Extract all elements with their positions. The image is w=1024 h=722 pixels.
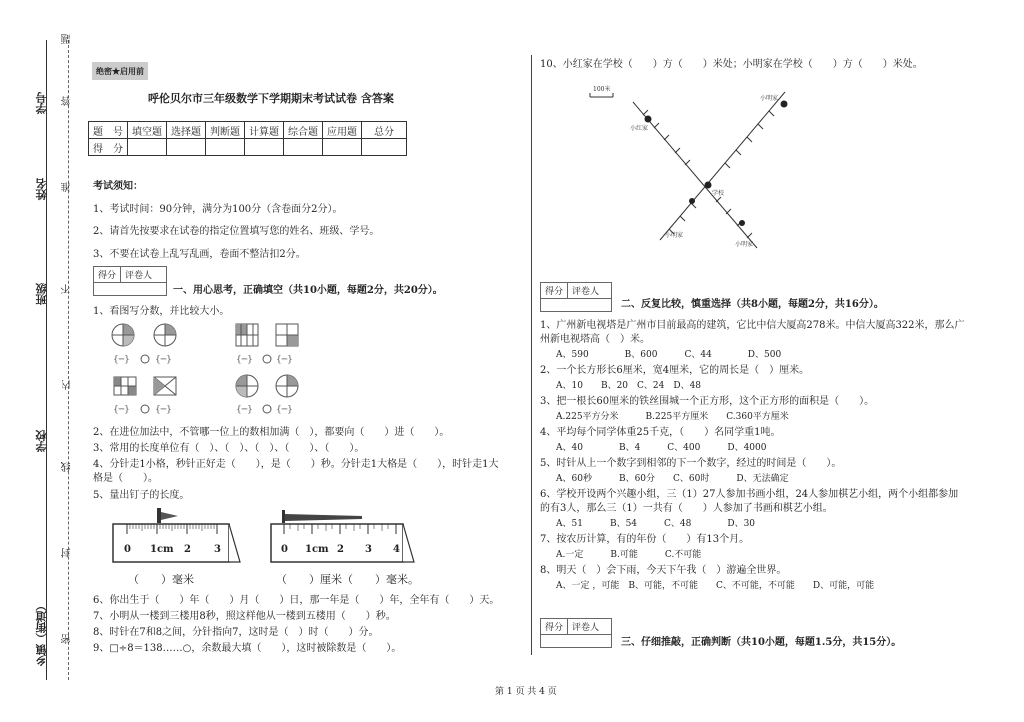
svg-text:{─}: {─} [236, 405, 253, 415]
dashed-seal-line [68, 40, 69, 680]
grader-row [94, 282, 166, 295]
score-cell: 应用题 [323, 122, 362, 139]
svg-text:{─}: {─} [155, 405, 172, 415]
seal-char: 准 [62, 182, 73, 192]
question-9: 9、□÷8＝138……○，余数最大填（ ），这时被除数是（ ）。 [93, 643, 402, 654]
grader-score-label: 得分 [541, 283, 568, 298]
s2-line: 州新电视塔高（ ）米。 [540, 334, 650, 345]
ruler-1-label: 1cm [150, 544, 174, 555]
svg-text:{─}: {─} [276, 405, 293, 415]
fraction-square-1 [236, 324, 258, 346]
s2-options: A、10 B、20 C、24 D、48 [556, 381, 702, 391]
question-3: 3、常用的长度单位有（ ）、（ ）、（ ）、（ ）、（ ）。 [93, 443, 365, 454]
fraction-circle-3 [236, 375, 258, 397]
score-cell: 判断题 [206, 122, 245, 139]
seal-char: 密 [62, 634, 73, 644]
score-cell [284, 139, 323, 156]
ruler-2-label: 2 [337, 544, 344, 555]
seal-char: 封 [62, 548, 73, 558]
grader-name-label: 评卷人 [572, 623, 600, 633]
fraction-circle-2 [154, 324, 176, 346]
grader-score-label: 得分 [541, 619, 568, 634]
ruler-2-label: 3 [365, 544, 372, 555]
s2-options: A.225平方分米 B.225平方厘米 C.360平方厘米 [556, 412, 789, 422]
svg-text:{─}: {─} [113, 355, 130, 365]
s2-line: 3、把一根长60厘米的铁丝围城一个正方形，这个正方形的面积是（ ）。 [540, 396, 875, 407]
score-cell: 综合题 [284, 122, 323, 139]
ruler-1-label: 2 [184, 544, 191, 555]
s2-line: 2、一个长方形长6厘米，宽4厘米，它的周长是（ ）厘米。 [540, 365, 810, 376]
ruler-1-answer: （ ）毫米 [128, 573, 194, 586]
xiaoming-home-marker-sw [689, 198, 695, 204]
seal-char: 题 [62, 34, 73, 44]
note-item: 2、请首先按要求在试卷的指定位置填写您的姓名、班级、学号。 [93, 226, 380, 237]
xiaoming-home-label-ne: 小明家 [760, 95, 779, 102]
page-footer: 第 1 页 共 4 页 [495, 687, 557, 697]
question-4-line1: 4、分针走1小格，秒针正好走（ ），是（ ）秒。分针走1大格是（ ），时针走1大 [93, 459, 499, 470]
page-title: 呼伦贝尔市三年级数学下学期期末考试试卷 含答案 [148, 92, 394, 105]
seal-char: 线 [62, 462, 73, 472]
s2-options: A、40 B、4 C、400 D、4000 [556, 443, 767, 453]
svg-text:{─}: {─} [236, 355, 253, 365]
s2-options: A、51 B、54 C、48 D、30 [556, 519, 756, 529]
ruler-2-label: 4 [393, 544, 400, 555]
question-6: 6、你出生于（ ）年（ ）月（ ）日，那一年是（ ）年，全年有（ ）天。 [93, 595, 500, 606]
fraction-circle-4 [276, 375, 298, 397]
score-cell [167, 139, 206, 156]
score-cell [323, 139, 362, 156]
ruler-1 [112, 504, 242, 566]
xiaoming-home-label-se: 小明家 [735, 241, 754, 248]
ruler-1-label: 0 [124, 544, 131, 555]
s2-line: 4、平均每个同学体重25千克，（ ）名同学重1吨。 [540, 427, 781, 438]
note-item: 3、不要在试卷上乱写乱画，卷面不整洁扣2分。 [93, 249, 306, 260]
question-1: 1、看图写分数，并比较大小。 [93, 306, 230, 317]
column-divider [531, 55, 532, 655]
xiaohong-home-marker [645, 116, 652, 123]
ruler-2-label: 0 [281, 544, 288, 555]
ruler-2-answer: （ ）厘米（ ）毫米。 [276, 573, 419, 586]
score-cell: 总分 [362, 122, 407, 139]
ruler-2 [270, 504, 416, 566]
s2-line: 的有3人，那么三（1）一共有（ ）人参加了书画和棋艺小组。 [540, 503, 833, 514]
grader-row [541, 634, 611, 647]
question-10: 10、小红家在学校（ ）方（ ）米处；小明家在学校（ ）方（ ）米处。 [540, 59, 923, 70]
label-class: 班级 [35, 283, 48, 305]
seal-char: 不 [62, 284, 73, 294]
nail-2 [282, 510, 362, 523]
s2-line: 5、时针从上一个数字到相邻的下一个数字，经过的时间是（ ）。 [540, 458, 842, 469]
ruler-2-label: 1cm [305, 544, 329, 555]
label-school: 学校 [35, 430, 48, 452]
fraction-circle-1 [112, 324, 134, 346]
map-diagram [585, 80, 790, 255]
fraction-grid-1 [114, 377, 136, 395]
score-table-header-row [89, 122, 407, 139]
question-7: 7、小明从一楼到三楼用8秒，照这样他从一楼到五楼用（ ）秒。 [93, 611, 396, 622]
note-item: 1、考试时间：90分钟，满分为100分（含卷面分2分）。 [93, 204, 343, 215]
question-5: 5、量出钉子的长度。 [93, 490, 190, 501]
score-cell: 计算题 [245, 122, 284, 139]
score-cell [128, 139, 167, 156]
fraction-figures [110, 322, 310, 417]
grader-box-2 [540, 282, 612, 312]
xiaoming-home-marker [781, 101, 788, 108]
seal-char: 内 [62, 380, 73, 390]
s2-line: 7、按农历计算，有的年份（ ）有13个月。 [540, 534, 750, 545]
map-marker [739, 220, 745, 226]
score-cell: 选择题 [167, 122, 206, 139]
scale-label: 100米 [593, 86, 611, 93]
grader-box-3 [540, 618, 612, 648]
confidential-badge: 绝密★启用前 [92, 62, 148, 80]
s2-line: 1、广州新电视塔是广州市目前最高的建筑，它比中信大厦高278米。中信大厦高322米，那么广 [540, 320, 965, 331]
score-table [88, 121, 407, 156]
school-marker [705, 182, 712, 189]
binding-line [46, 40, 47, 680]
section1-title: 一、用心思考，正确填空（共10小题，每题2分，共20分）。 [173, 285, 443, 296]
s2-line: 6、学校开设两个兴趣小组，三（1）27人参加书画小组，24人参加棋艺小组，两个小组都参加 [540, 489, 959, 500]
score-cell: 题 号 [89, 122, 128, 139]
svg-text:{─}: {─} [276, 355, 293, 365]
school-label: 学校 [712, 190, 725, 197]
s2-line: 8、明天（ ）会下雨，今天下午我（ ）游遍全世界。 [540, 565, 787, 576]
grader-row [541, 298, 611, 311]
label-name: 姓名 [35, 178, 48, 200]
notes-heading: 考试须知： [93, 181, 143, 192]
s2-options: A、590 B、600 C、44 D、500 [556, 350, 782, 360]
fraction-square-2 [276, 324, 298, 346]
score-cell [206, 139, 245, 156]
xiaohong-home-label: 小红家 [630, 125, 649, 132]
nail-1 [157, 508, 178, 523]
score-cell [245, 139, 284, 156]
xiaoming-home-label-sw: 小明家 [665, 232, 684, 239]
question-8: 8、时针在7和8之间，分针指向7，这时是（ ）时（ ）分。 [93, 627, 379, 638]
s2-options: A、60秒 B、60分 C、60时 D、无法确定 [556, 474, 789, 484]
section3-title: 三、仔细推敲，正确判断（共10小题，每题1.5分，共15分）。 [621, 637, 902, 648]
fraction-diamond-1 [154, 377, 176, 395]
question-4-line2: 格是（ ）。 [93, 473, 158, 484]
score-cell: 得 分 [89, 139, 128, 156]
score-table-score-row [89, 139, 407, 156]
svg-text:{─}: {─} [113, 405, 130, 415]
grader-name-label: 评卷人 [125, 271, 153, 281]
label-town: 乡镇（街道） [35, 600, 48, 666]
section2-title: 二、反复比较，慎重选择（共8小题，每题2分，共16分）。 [621, 299, 884, 310]
score-cell [362, 139, 407, 156]
s2-options: A.一定 B.可能 C.不可能 [556, 550, 702, 560]
label-student-id: 学号 [35, 92, 48, 114]
s2-options: A、一定 ，可能 B、可能，不可能 C、不可能，不可能 D、可能，可能 [556, 581, 875, 591]
grader-score-label: 得分 [94, 267, 121, 282]
seal-char: 答 [62, 96, 73, 106]
grader-name-label: 评卷人 [572, 287, 600, 297]
grader-box [93, 266, 167, 296]
ruler-1-label: 3 [214, 544, 221, 555]
question-2: 2、在进位加法中，不管哪一位上的数相加满（ ），都要向（ ）进（ ）。 [93, 427, 450, 438]
score-cell: 填空题 [128, 122, 167, 139]
svg-text:{─}: {─} [155, 355, 172, 365]
